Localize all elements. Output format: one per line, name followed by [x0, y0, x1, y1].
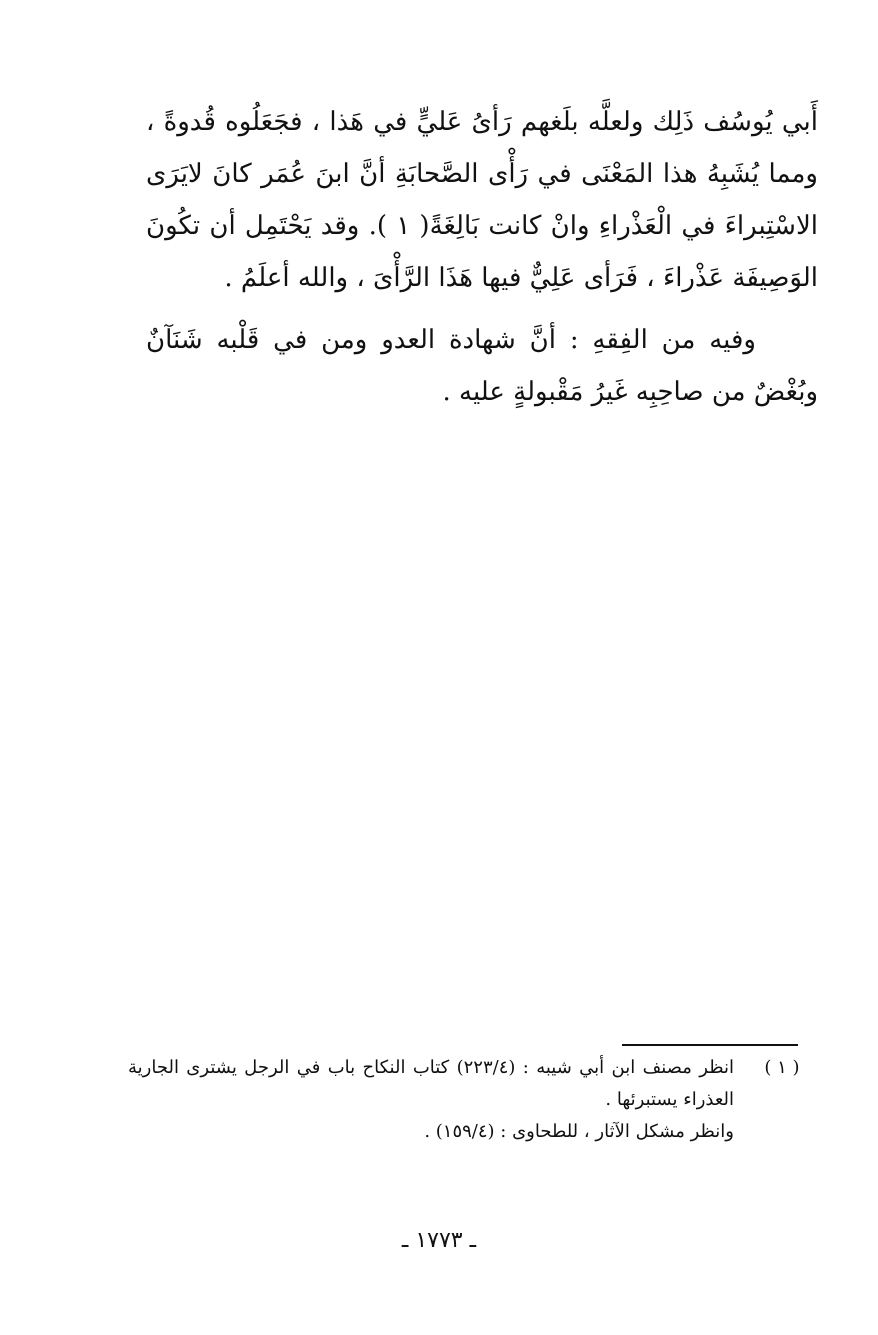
page-number: ـ ١٧٧٣ ـ: [401, 1228, 477, 1253]
paragraph-1: أَبي يُوسُف ذَلِك ولعلَّه بلَغهم رَأىُ عَليٍّ في هَذا ، فجَعَلُوه قُدوةً ، ومما يُشَبِهُ هذا المَعْنَى في رَأْى الصَّحابَةِ أنَّ ابنَ عُمَر كانَ لايَرَى الاسْتِبراءَ في الْعَذْراءِ وانْ كانت بَالِغَةً( ١ ). وقد يَحْتَمِل أن تكُونَ الوَصِيفَة عَذْراءَ ، فَرَأى عَلِيٌّ فيها هَذَا الرَّأْىَ ، والله أعلَمُ .: [146, 107, 819, 293]
footnote-1-continuation: وانظر مشكل الآثار ، للطحاوى : (١٥٩/٤) .: [424, 1121, 734, 1142]
footnote-1-text: انظر مصنف ابن أبي شيبه : (٢٢٣/٤) كتاب النكاح باب في الرجل يشترى الجارية العذراء يستبرئها .: [128, 1057, 734, 1110]
footnote-1: [128, 1052, 804, 1116]
footnote-separator: [622, 1044, 798, 1046]
main-text: [146, 96, 818, 418]
paragraph-2: وفيه من الفِقهِ : أنَّ شهادة العدو ومن في قَلْبه شَنَآنٌ وبُغْضٌ من صاحِبِه غَيرُ مَقْبولةٍ عليه .: [146, 325, 818, 407]
footnote-1-number: ( ١ ): [764, 1057, 800, 1078]
footnotes: [128, 1052, 804, 1148]
